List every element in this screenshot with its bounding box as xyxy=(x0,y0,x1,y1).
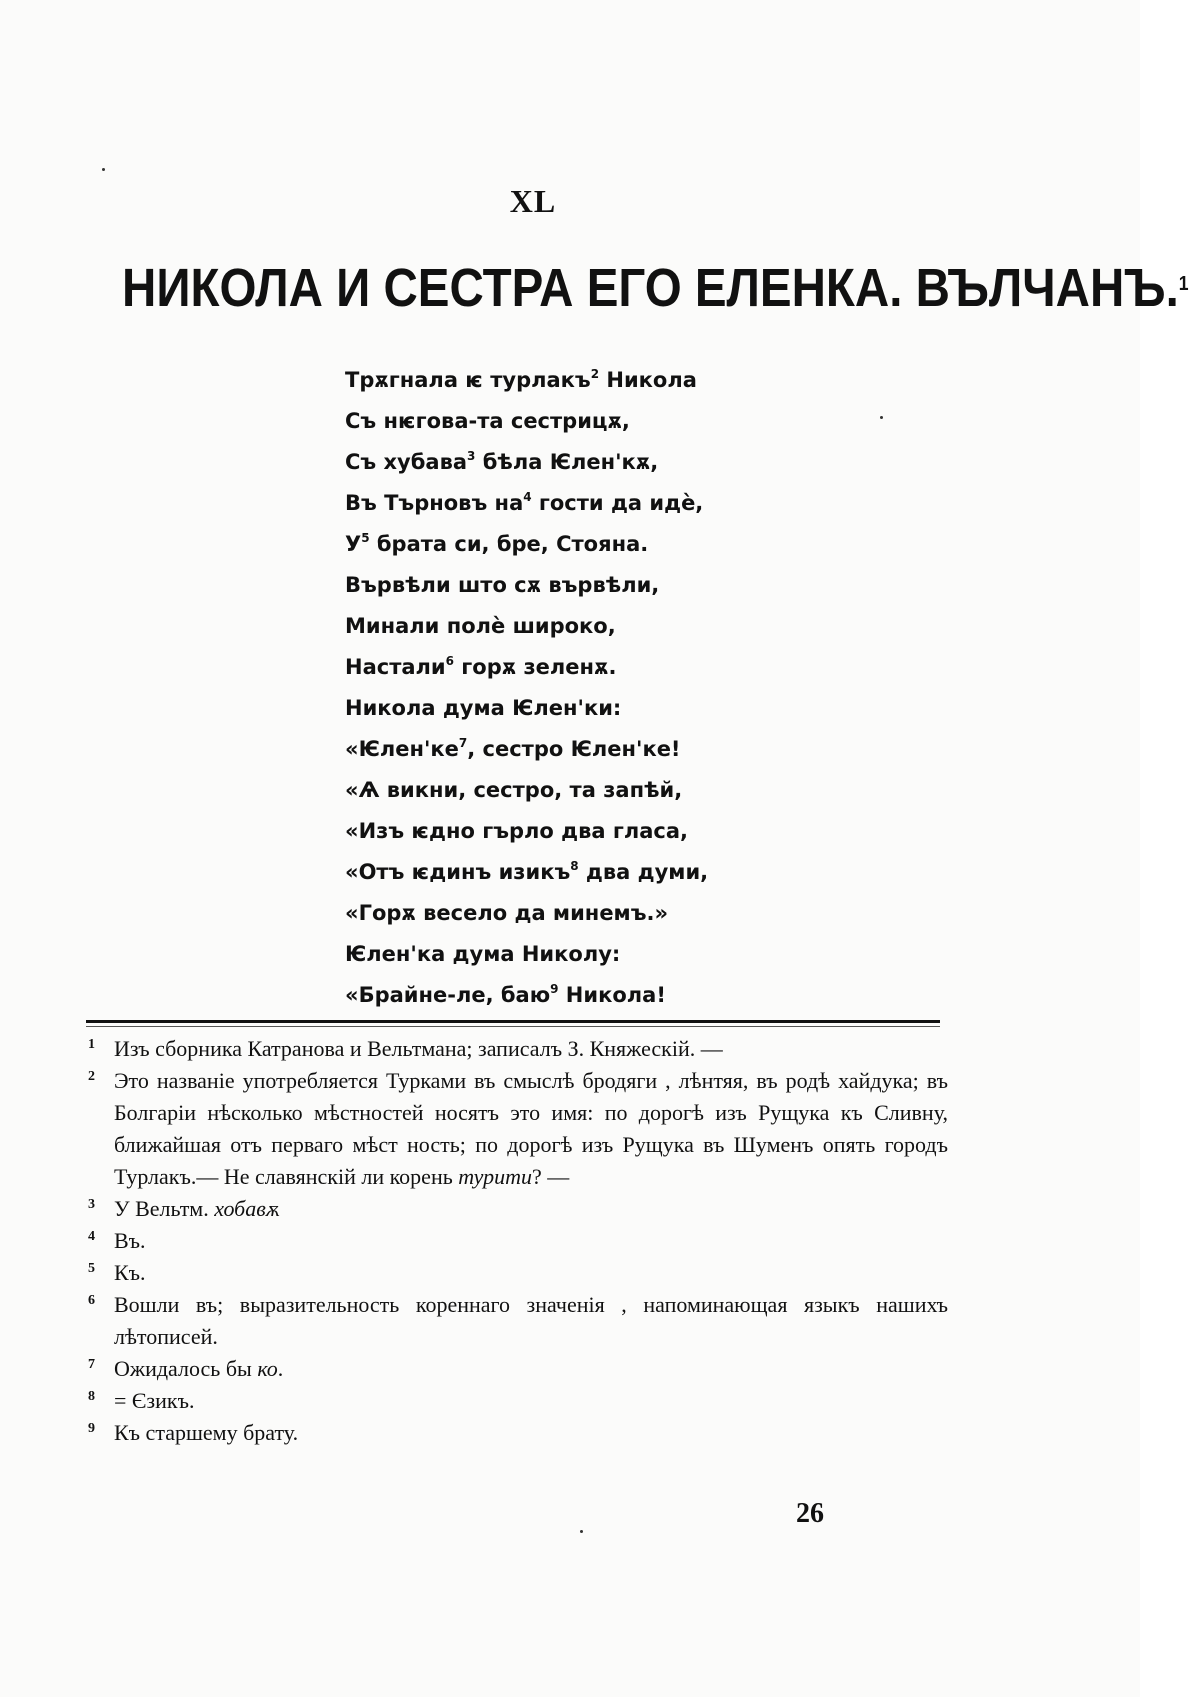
footnote-number: 1 xyxy=(88,1037,95,1052)
verse-line: $У^5$ брата си, бре, Стояна. xyxy=(345,531,649,556)
verse-line: Съ хубава$^3$ бѣла Ѥлен'кѫ, xyxy=(345,449,659,474)
footnote: 1 Изъ сборника Катранова и Вельтмана; записалъ З. Княжескій. — xyxy=(88,1033,948,1065)
footnote: 2 Это названіе употребляется Турками въ смыслѣ бродяги , лѣнтяя, въ родѣ хайдука; въ Болгаріи нѣсколько мѣстностей носятъ это имя: по дорогѣ изъ Рущука къ Сливну, ближайшая отъ перваго мѣст ность; по дорогѣ изъ Рущука въ Шуменъ опять городъ Турлакъ.— Не славянскій ли корень турити? — xyxy=(88,1065,948,1193)
footnote: 9 Къ старшему брату. xyxy=(88,1417,948,1449)
poem-verses xyxy=(345,360,709,1016)
footnote: 3 У Вельтм. хобавѫ xyxy=(88,1193,948,1225)
verse-line: «Отъ ѥдинъ изикъ$^8$ два думи, xyxy=(345,859,709,884)
paper-speck xyxy=(102,168,105,171)
verse-line: Съ нѥгова-та сестрицѫ, xyxy=(345,409,630,433)
verse-line: Никола дума Ѥлен'ки: xyxy=(345,696,622,720)
section-number: XL xyxy=(509,183,557,219)
verse-line: Ѥлен'ка дума Николу: xyxy=(345,942,621,966)
footnote-divider xyxy=(86,1020,940,1023)
footnote-number: 4 xyxy=(88,1229,95,1244)
verse-line: «$Ѥлен'ке^7$, сестро Ѥлен'ке! xyxy=(345,736,681,761)
verse-line: «Ѧ викни, сестро, та запѣй, xyxy=(345,778,683,802)
footnote-number: 6 xyxy=(88,1293,95,1308)
title-note-ref: 1 xyxy=(1178,273,1189,295)
footnote-number: 9 xyxy=(88,1421,95,1436)
footnote-number: 2 xyxy=(88,1069,95,1084)
footnotes xyxy=(88,1033,948,1449)
footnote-number: 5 xyxy=(88,1261,95,1276)
footnote: 4 Въ. xyxy=(88,1225,948,1257)
song-title-text: НИКОЛА И СЕСТРА ЕГО ЕЛЕНКА. ВЪЛЧАНЪ. xyxy=(122,258,1179,318)
footnote-number: 8 xyxy=(88,1389,95,1404)
paper-speck xyxy=(880,416,883,419)
footnote: 7 Ожидалось бы ко. xyxy=(88,1353,948,1385)
verse-line: «Изъ ѥдно гърло два гласа, xyxy=(345,819,689,843)
footnote: 8 = Єзикъ. xyxy=(88,1385,948,1417)
footnote-number: 3 xyxy=(88,1197,95,1212)
verse-line: «Горѫ весело да минемъ.» xyxy=(345,901,669,925)
verse-line: Въ Търновъ $на^4$ гости да идѐ, xyxy=(345,490,704,515)
verse-line: Вървѣли што сѫ вървѣли, xyxy=(345,573,660,597)
footnote: 6 Вошли въ; выразительность кореннаго значенія , напоминающая языкъ нашихъ лѣтописей. xyxy=(88,1289,948,1353)
footnote-number: 7 xyxy=(88,1357,95,1372)
paper-speck xyxy=(580,1530,583,1533)
verse-line: Минали полѐ широко, xyxy=(345,614,616,638)
verse-line: «Брайне-ле, баю$^9$ Никола! xyxy=(345,982,666,1007)
verse-line: Трѫгнала ѥ турлакъ$^2$ Никола xyxy=(345,367,697,392)
song-title xyxy=(122,258,1189,318)
verse-line: Настали$^6$ горѫ зеленѫ. xyxy=(345,654,617,679)
footnote: 5 Къ. xyxy=(88,1257,948,1289)
footnote-divider-thin xyxy=(86,1026,940,1027)
page-number: 26 xyxy=(796,1498,824,1529)
